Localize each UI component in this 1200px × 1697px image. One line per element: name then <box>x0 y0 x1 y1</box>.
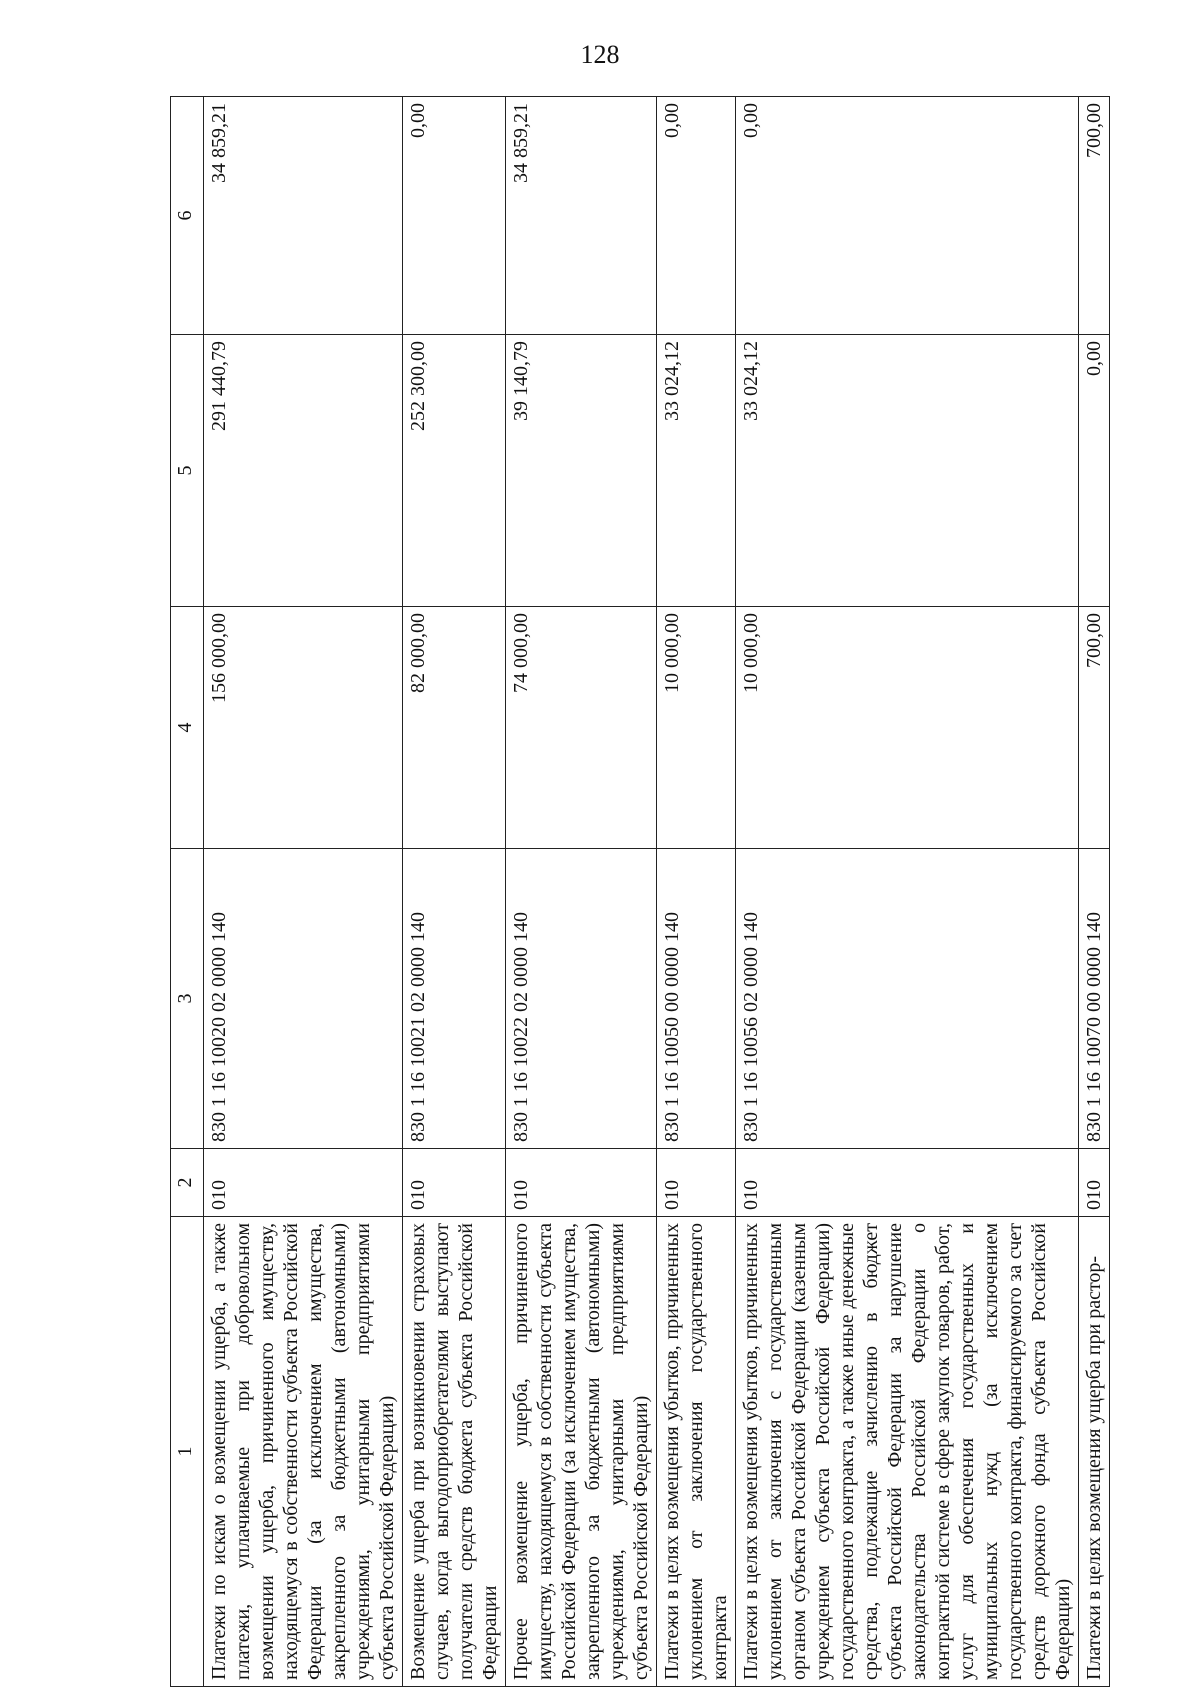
row-col6-value: 34 859,21 <box>506 97 657 335</box>
row-kbk: 830 1 16 10056 02 0000 140 <box>736 849 1079 1149</box>
row-kbk: 830 1 16 10021 02 0000 140 <box>403 849 506 1149</box>
row-col6-value: 34 859,21 <box>204 97 403 335</box>
row-col6-value: 700,00 <box>1079 97 1110 335</box>
column-header-3: 3 <box>171 849 204 1149</box>
row-description: Возмещение ущерба при возникновении страховых случаев, когда выгодоприобретателями выступают получатели средств бюджета субъекта Российской Федерации <box>403 1217 506 1687</box>
row-description: Платежи в целях возмещения ущерба при растор- <box>1079 1217 1110 1687</box>
row-code: 010 <box>204 1149 403 1217</box>
revenue-table <box>170 96 1110 1687</box>
row-kbk: 830 1 16 10020 02 0000 140 <box>204 849 403 1149</box>
table-row <box>657 97 736 1687</box>
table-row <box>403 97 506 1687</box>
table-row <box>204 97 403 1687</box>
table-row <box>1079 97 1110 1687</box>
table-row <box>506 97 657 1687</box>
row-col4-value: 10 000,00 <box>736 607 1079 849</box>
row-col4-value: 74 000,00 <box>506 607 657 849</box>
row-col4-value: 10 000,00 <box>657 607 736 849</box>
row-kbk: 830 1 16 10050 00 0000 140 <box>657 849 736 1149</box>
row-code: 010 <box>657 1149 736 1217</box>
column-header-4: 4 <box>171 607 204 849</box>
row-col4-value: 700,00 <box>1079 607 1110 849</box>
row-col4-value: 82 000,00 <box>403 607 506 849</box>
row-col5-value: 291 440,79 <box>204 335 403 607</box>
row-code: 010 <box>736 1149 1079 1217</box>
column-header-1: 1 <box>171 1217 204 1687</box>
row-col5-value: 33 024,12 <box>736 335 1079 607</box>
column-header-5: 5 <box>171 335 204 607</box>
row-col6-value: 0,00 <box>736 97 1079 335</box>
column-header-2: 2 <box>171 1149 204 1217</box>
row-col6-value: 0,00 <box>403 97 506 335</box>
row-code: 010 <box>403 1149 506 1217</box>
row-col4-value: 156 000,00 <box>204 607 403 849</box>
row-col6-value: 0,00 <box>657 97 736 335</box>
row-code: 010 <box>506 1149 657 1217</box>
row-col5-value: 33 024,12 <box>657 335 736 607</box>
row-code: 010 <box>1079 1149 1110 1217</box>
row-col5-value: 252 300,00 <box>403 335 506 607</box>
row-description: Платежи в целях возмещения убытков, причиненных уклонением от заключения государственного контракта <box>657 1217 736 1687</box>
table-row <box>736 97 1079 1687</box>
row-kbk: 830 1 16 10070 00 0000 140 <box>1079 849 1110 1149</box>
row-description: Платежи в целях возмещения убытков, причиненных уклонением от заключения с государственным органом субъекта Российской Федерации (казенным учреждением субъекта Российской Федерации) государственного контракта, а также иные денежные средства, подлежащие зачислению в бюджет субъекта Российской Федерации за нарушение законодательства Российской Федерации о контрактной системе в сфере закупок товаров, работ, услуг для обеспечения государственных и муниципальных нужд (за исключением государственного контракта, финансируемого за счет средств дорожного фонда субъекта Российской Федерации) <box>736 1217 1079 1687</box>
column-header-6: 6 <box>171 97 204 335</box>
row-col5-value: 0,00 <box>1079 335 1110 607</box>
row-description: Платежи по искам о возмещении ущерба, а также платежи, уплачиваемые при добровольном возмещении ущерба, причиненного имуществу, находящемуся в собственности субъекта Российской Федерации (за исключением имущества, закрепленного за бюджетными (автономными) учреждениями, унитарными предприятиями субъекта Российской Федерации) <box>204 1217 403 1687</box>
row-col5-value: 39 140,79 <box>506 335 657 607</box>
table-header-row <box>171 97 204 1687</box>
row-description: Прочее возмещение ущерба, причиненного имуществу, находящемуся в собственности субъекта Российской Федерации (за исключением имущества, закрепленного за бюджетными (автономными) учреждениями, унитарными предприятиями субъекта Российской Федерации) <box>506 1217 657 1687</box>
rotated-table-area <box>170 97 1130 1687</box>
row-kbk: 830 1 16 10022 02 0000 140 <box>506 849 657 1149</box>
page-number: 128 <box>580 40 620 69</box>
